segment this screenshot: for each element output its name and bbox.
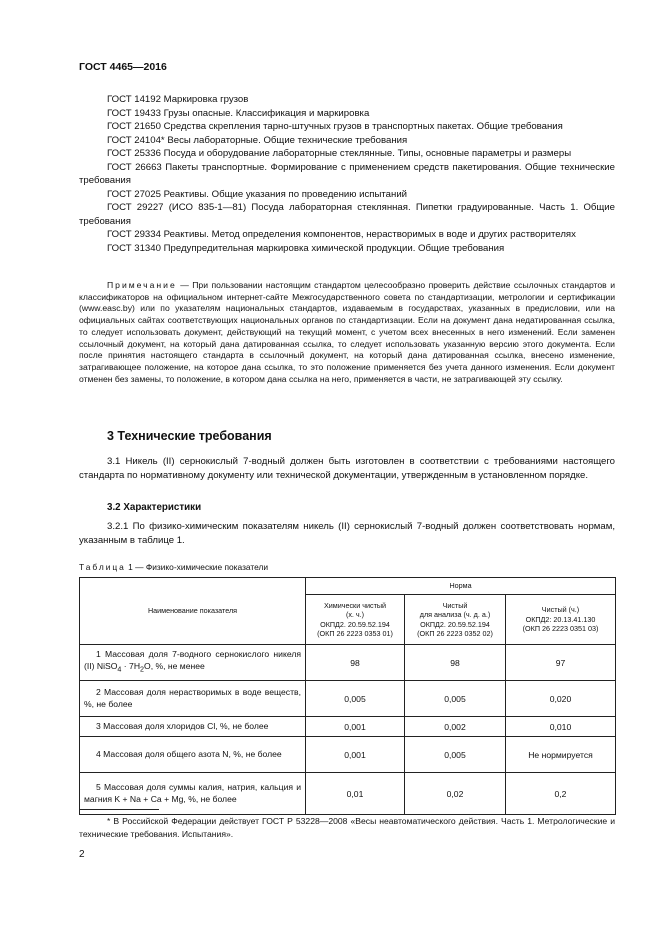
note-paragraph [79, 280, 615, 385]
column-header-chemically-pure: Химически чистый (х. ч.) ОКПД2. 20.59.52.194 (ОКП 26 2223 0353 01) [306, 595, 405, 645]
list-item: ГОСТ 26663 Пакеты транспортные. Формирование с применением средств пакетирования. Общие технические требования [79, 161, 615, 186]
table-cell: 0,005 [306, 681, 405, 717]
table-cell: 98 [405, 645, 506, 681]
page-number: 2 [79, 849, 85, 860]
table-cell: 98 [306, 645, 405, 681]
table-cell: 0,02 [405, 773, 506, 815]
subsection-title: 3.2 Характеристики [107, 502, 202, 513]
note-text: — При пользовании настоящим стандартом целесообразно проверить действие ссылочных стандартов и классификаторов на официальном интернет-сайте Межгосударственного совета по стандартизации, метрологии и сертификации (www.easc.by) или по указателям национальных стандартов, издаваемым в государствах, указанных в предисловии, или на официальных сайтах соответствующих национальных органов по стандартизации. Если на документ дана недатированная ссылка, то следует использовать документ, действующий на текущий момент, с учетом всех внесенных в него изменений. Если заменен ссылочный документ, на который дана датированная ссылка, то следует использовать указанную версию этого документа. Если после принятия настоящего стандарта в ссылочный документ, на который дана датированная ссылка, внесено изменение, затрагивающее положение, на которое дана ссылка, то это положение применяется без учета данного изменения. Если документ отменен без замены, то положение, в котором дана ссылка на него, применяется в части, не затрагивающей эту ссылку. [79, 280, 615, 384]
list-item: ГОСТ 21650 Средства скрепления тарно-штучных грузов в транспортных пакетах. Общие требования [107, 121, 563, 132]
section-title: 3 Технические требования [107, 429, 272, 443]
list-item: ГОСТ 31340 Предупредительная маркировка химической продукции. Общие требования [107, 242, 505, 254]
references-list [79, 93, 615, 255]
table-row [80, 737, 616, 773]
list-item: ГОСТ 29227 (ИСО 835-1—81) Посуда лабораторная стеклянная. Пипетки градуированные. Часть 1. Общие требования [79, 202, 615, 227]
table-cell: 97 [506, 645, 616, 681]
paragraph-3-2-1: 3.2.1 По физико-химическим показателям никель (II) сернокислый 7-водный должен соответствовать нормам, указанным в таблице 1. [79, 521, 615, 546]
row-name: 1 Массовая доля 7-водного сернокислого никеля (II) NiSO$_4$ · $7H_2O$, %, не менее [80, 645, 306, 681]
table-cell: 0,002 [405, 717, 506, 737]
column-header-analysis-pure: Чистый для анализа (ч. д. а.) ОКПД2. 20.59.52.194 (ОКП 26 2223 0352 02) [405, 595, 506, 645]
row-name: 5 Массовая доля суммы калия, натрия, кальция и магния K + Na + Ca + Mg, %, не более [80, 773, 306, 815]
page-header: ГОСТ 4465—2016 [79, 61, 167, 73]
paragraph-3-1: 3.1 Никель (II) сернокислый 7-водный должен быть изготовлен в соответствии с требованиями настоящего стандарта по нормативному документу или технической документации, утвержденным в установленном порядке. [79, 456, 615, 481]
table-caption: Таблица 1 — Физико-химические показатели [79, 562, 269, 572]
table-row [80, 717, 616, 737]
footnote: * В Российской Федерации действует ГОСТ Р 53228—2008 «Весы неавтоматического действия. Часть 1. Метрологические и технические требования. Испытания». [79, 816, 615, 839]
table-row [80, 773, 616, 815]
list-item: ГОСТ 14192 Маркировка грузов [107, 94, 249, 105]
list-item: ГОСТ 24104* Весы лабораторные. Общие технические требования [107, 134, 408, 146]
list-item: ГОСТ 25336 Посуда и оборудование лабораторные стеклянные. Типы, основные параметры и размеры [107, 148, 572, 159]
row-name: 3 Массовая доля хлоридов Cl, %, не более [80, 717, 306, 737]
table-cell: 0,005 [405, 681, 506, 717]
column-header-name: Наименование показателя [80, 578, 306, 645]
table-cell: 0,020 [506, 681, 616, 717]
row-name: 4 Массовая доля общего азота N, %, не более [80, 737, 306, 773]
table-cell: 0,001 [306, 737, 405, 773]
list-item: ГОСТ 19433 Грузы опасные. Классификация и маркировка [107, 107, 370, 119]
table-cell: 0,01 [306, 773, 405, 815]
table-row [80, 681, 616, 717]
list-item: ГОСТ 29334 Реактивы. Метод определения компонентов, нерастворимых в воде и других растворителях [107, 229, 576, 240]
list-item: ГОСТ 27025 Реактивы. Общие указания по проведению испытаний [107, 188, 408, 200]
table-cell: 0,010 [506, 717, 616, 737]
properties-table [79, 577, 616, 815]
table-row [80, 645, 616, 681]
footnote-divider [79, 809, 159, 810]
table-cell: 0,005 [405, 737, 506, 773]
column-header-pure: Чистый (ч.) ОКПД2: 20.13.41.130 (ОКП 26 2223 0351 03) [506, 595, 616, 645]
row-name: 2 Массовая доля нерастворимых в воде веществ, %, не более [80, 681, 306, 717]
table-cell: 0,2 [506, 773, 616, 815]
table-cell: Не нормируется [506, 737, 616, 773]
note-label: Примечание [107, 280, 177, 290]
column-header-norm: Норма [306, 578, 616, 595]
table-cell: 0,001 [306, 717, 405, 737]
